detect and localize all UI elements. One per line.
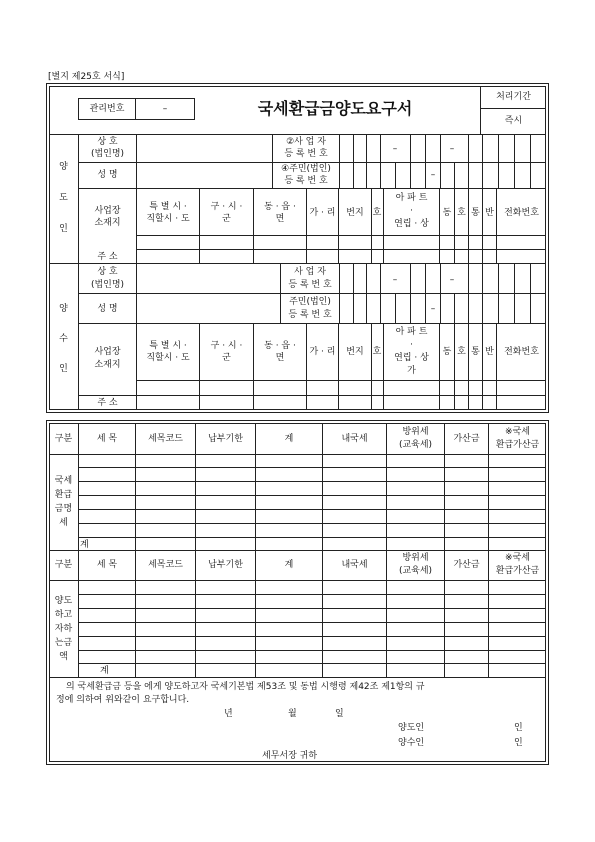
te-reg-dash-1: – — [392, 275, 398, 285]
tax-h2-defense-2: (교육세) — [398, 566, 433, 576]
statement-line-2: 정에 의하여 위와같이 요구합니다. — [56, 695, 190, 705]
tax-h2-total: 계 — [284, 560, 294, 570]
tr-apt-1: 아 파 트 — [395, 193, 428, 203]
te-city-2: 직할시 · 도 — [146, 353, 190, 363]
te-apt-2: · — [410, 340, 413, 350]
sec1-label-1: 국세 — [54, 476, 73, 486]
tr-bunji: 번지 — [346, 208, 364, 218]
te-d3: 통 — [471, 347, 480, 357]
date-month: 월 — [288, 709, 297, 719]
tr-apt-3: 연립 · 상 — [394, 219, 429, 229]
te-reg-label-2: 등 록 번 호 — [288, 280, 332, 290]
tax-h2-defense-1: 방위세 — [402, 553, 429, 563]
tax-h-code: 세목코드 — [148, 434, 183, 444]
tr-person-label: 성 명 — [97, 170, 118, 180]
sec2-label-3: 자하 — [54, 624, 73, 634]
tr-d1: 동 — [442, 208, 452, 218]
tr-juso: 주 소 — [97, 252, 118, 262]
addressee: 세무서장 귀하 — [262, 751, 318, 761]
te-bunji: 번지 — [346, 347, 364, 357]
sec2-label-1: 양도 — [54, 596, 73, 606]
sec1-total-label: 계 — [80, 540, 89, 550]
transferee-side-3: 인 — [59, 364, 68, 374]
tax-h2-due: 납부기한 — [208, 560, 243, 570]
te-d4: 반 — [485, 347, 494, 357]
tr-ho: 호 — [372, 208, 382, 218]
tax-h-total: 계 — [284, 434, 294, 444]
te-gu-2: 군 — [222, 353, 231, 363]
tax-h2-code: 세목코드 — [148, 560, 183, 570]
tr-name-label-1: 상 호 — [97, 137, 118, 147]
tax-h2-refund-2: 환급가산금 — [495, 566, 540, 576]
page-title: 국세환급금양도요구서 — [257, 99, 413, 118]
te-reg-label-1: 사 업 자 — [294, 267, 326, 277]
transferor-side-3: 인 — [59, 224, 68, 234]
te-ga: 가 · 리 — [309, 347, 336, 357]
mgmt-value[interactable]: – — [162, 104, 168, 114]
tax-h-internal: 내국세 — [341, 434, 368, 444]
statement-line-1: 의 국세환급금 등을 에게 양도하고자 국세기본법 제53조 및 동법 시행령 제42조 제1항의 규 — [66, 682, 425, 692]
tr-d2: 호 — [457, 208, 466, 218]
tr-city-2: 직할시 · 도 — [146, 214, 190, 224]
tr-resident-label-1: ④주민(법인) — [281, 164, 331, 174]
tr-d4: 반 — [485, 208, 494, 218]
te-dong-1: 동 · 읍 · — [264, 341, 296, 351]
sec1-label-3: 금명 — [54, 504, 73, 514]
te-person-label: 성 명 — [97, 304, 118, 314]
tr-name-label-2: (법인명) — [90, 149, 125, 159]
tax-h2-item: 세 목 — [96, 560, 118, 570]
sec1-label-4: 세 — [59, 518, 68, 528]
tr-resident-label-2: 등 록 번 호 — [284, 176, 328, 186]
tr-apt-2: · — [410, 206, 413, 216]
transferee-side-1: 양 — [59, 304, 68, 314]
te-addr-label-1: 사업장 — [94, 347, 121, 357]
tr-ga: 가 · 리 — [309, 208, 336, 218]
transferee-sign-label: 양수인 — [398, 738, 425, 748]
sec2-total-label: 계 — [100, 666, 109, 676]
transferor-side-2: 도 — [59, 193, 68, 203]
sec1-label-2: 환급 — [54, 490, 73, 500]
transferor-side-1: 양 — [59, 162, 68, 172]
date-year: 년 — [224, 709, 233, 719]
te-apt-1: 아 파 트 — [395, 327, 428, 337]
tax-h-refund-2: 환급가산금 — [495, 440, 540, 450]
tr-reg-label-2: 등 록 번 호 — [284, 149, 328, 159]
tax-h-defense-2: (교육세) — [398, 440, 433, 450]
te-name-label-2: (법인명) — [90, 280, 125, 290]
period-label: 처리기간 — [496, 92, 531, 102]
tax-h-gubun: 구분 — [54, 434, 73, 444]
lower-box-inner — [49, 423, 546, 762]
period-value: 즉시 — [504, 116, 523, 126]
tr-addr-label-1: 사업장 — [94, 206, 121, 216]
sec2-label-2: 하고 — [54, 610, 73, 620]
te-reg-dash-2: – — [449, 275, 455, 285]
te-d2: 호 — [457, 347, 466, 357]
te-resident-label-1: 주민(법인) — [289, 297, 331, 307]
date-day: 일 — [335, 709, 344, 719]
tax-h-addition: 가산금 — [453, 434, 480, 444]
te-d1: 동 — [442, 347, 452, 357]
tax-h-item: 세 목 — [96, 434, 118, 444]
tr-d3: 통 — [471, 208, 480, 218]
tr-reg-dash-2: – — [449, 144, 455, 154]
form-label: [별지 제25호 서식] — [48, 72, 125, 82]
tax-h-defense-1: 방위세 — [402, 427, 429, 437]
te-apt-3: 연립 · 상 — [394, 353, 429, 363]
tr-gu-2: 군 — [222, 214, 231, 224]
te-dong-2: 면 — [275, 353, 285, 363]
sec2-label-5: 액 — [59, 652, 68, 662]
te-resident-label-2: 등 록 번 호 — [288, 310, 332, 320]
te-gu-1: 구 · 시 · — [210, 341, 243, 351]
tr-res-dash: – — [430, 170, 436, 180]
transferee-side-2: 수 — [59, 334, 68, 344]
tax-h2-internal: 내국세 — [341, 560, 368, 570]
te-addr-label-2: 소재지 — [94, 360, 121, 370]
te-ho: 호 — [372, 347, 382, 357]
tr-dong-1: 동 · 읍 · — [264, 202, 296, 212]
tr-reg-dash-1: – — [392, 144, 398, 154]
tax-h2-addition: 가산금 — [453, 560, 480, 570]
tax-h-due: 납부기한 — [208, 434, 243, 444]
transferor-seal: 인 — [514, 723, 523, 733]
tax-h-refund-1: ※국세 — [505, 427, 530, 437]
tr-addr-label-2: 소재지 — [94, 218, 121, 228]
tr-gu-1: 구 · 시 · — [210, 202, 243, 212]
tr-city-1: 특 별 시 · — [149, 202, 187, 212]
tr-dong-2: 면 — [275, 214, 285, 224]
te-apt-4: 가 — [407, 366, 416, 376]
transferee-seal: 인 — [514, 738, 523, 748]
te-res-dash: – — [430, 304, 436, 314]
te-name-label-1: 상 호 — [97, 267, 118, 277]
te-city-1: 특 별 시 · — [149, 341, 187, 351]
transferor-sign-label: 양도인 — [398, 723, 425, 733]
tax-h2-refund-1: ※국세 — [505, 553, 530, 563]
tr-reg-label-1: ②사 업 자 — [286, 137, 326, 147]
sec2-label-4: 는금 — [54, 638, 73, 648]
tr-phone: 전화번호 — [504, 208, 539, 218]
te-juso: 주 소 — [97, 398, 118, 408]
mgmt-label: 관리번호 — [89, 104, 125, 114]
te-phone: 전화번호 — [504, 347, 539, 357]
tax-h2-gubun: 구분 — [54, 560, 73, 570]
